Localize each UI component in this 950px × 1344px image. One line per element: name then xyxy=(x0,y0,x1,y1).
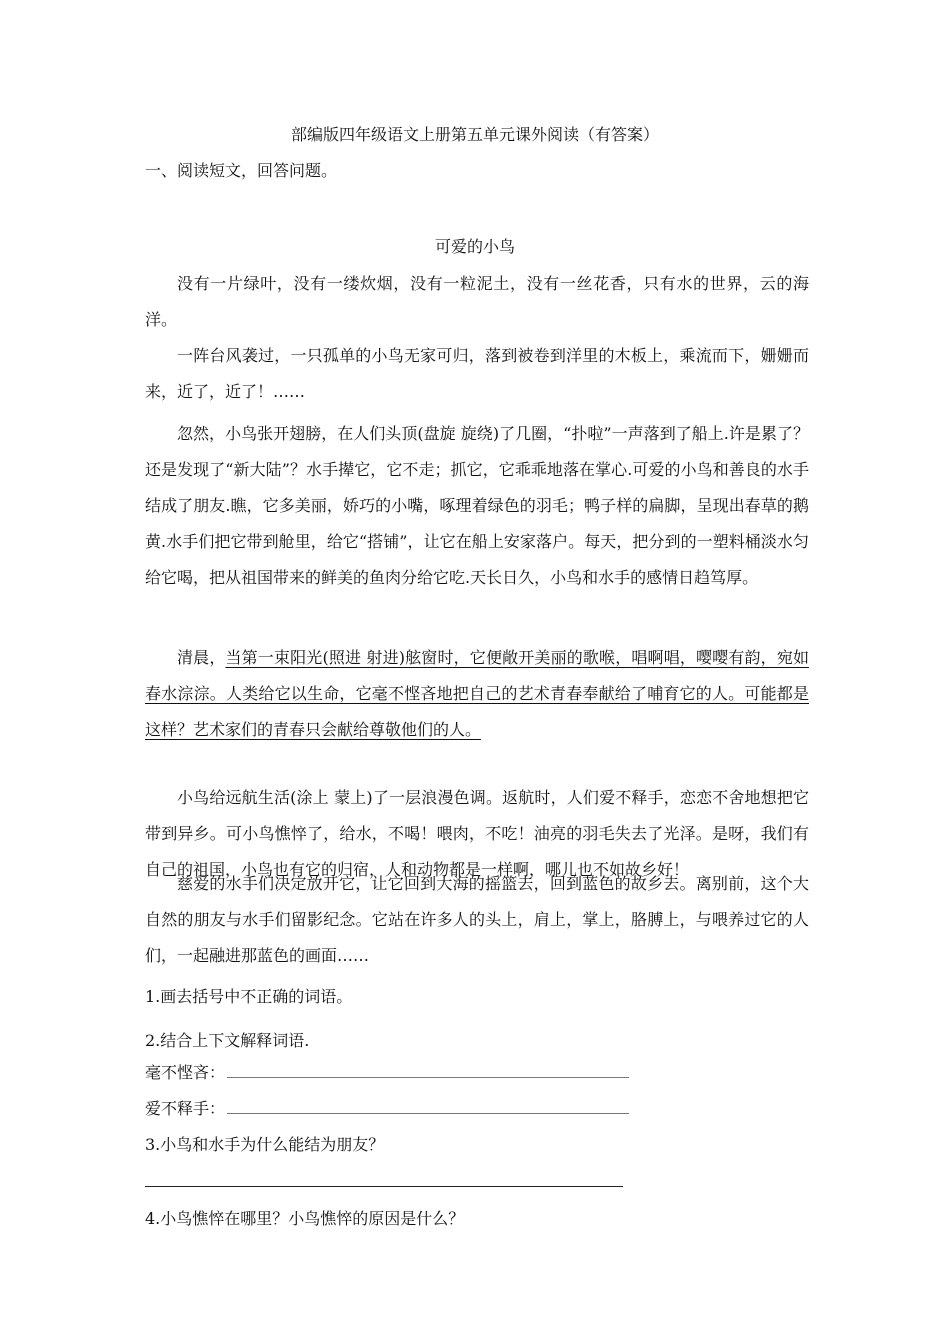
question-2: 2.结合上下文解释词语. xyxy=(145,1031,310,1050)
story-title: 可爱的小鸟 xyxy=(434,237,515,256)
paragraph-5: 小鸟给远航生活(涂上 蒙上)了一层浪漫色调。返航时，人们爱不释手，恋恋不舍地想把它带到异乡。可小鸟憔悴了，给水，不喝！喂肉，不吃！油亮的羽毛失去了光泽。是呀，我们有自己的祖国，小鸟也有它的归宿，人和动物都是一样啊，哪儿也不如故乡好！ xyxy=(145,788,809,879)
section-heading: 一、阅读短文，回答问题。 xyxy=(145,161,338,180)
paragraph-3: 忽然，小鸟张开翅膀，在人们头顶(盘旋 旋绕)了几圈，“扑啦”一声落到了船上.许是累了？还是发现了“新大陆”？水手撵它，它不走；抓它，它乖乖地落在掌心.可爱的小鸟和善良的水手结成了朋友.瞧，它多美丽，娇巧的小嘴，啄理着绿色的羽毛；鸭子样的扁脚，呈现出春草的鹅黄.水手们把它带到舱里，给它“搭铺”，让它在船上安家落户。每天，把分到的一塑料桶淡水匀给它喝，把从祖国带来的鲜美的鱼肉分给它吃.天长日久，小鸟和水手的感情日趋笃厚。 xyxy=(145,424,809,587)
answer-blank-2a[interactable] xyxy=(227,1063,629,1078)
question-2a-label: 毫不悭吝： xyxy=(145,1063,226,1082)
paragraph-1: 没有一片绿叶，没有一缕炊烟，没有一粒泥土，没有一丝花香，只有水的世界，云的海洋。 xyxy=(145,274,809,329)
question-2b xyxy=(145,1098,629,1120)
paragraph-6: 慈爱的水手们决定放开它，让它回到大海的摇篮去，回到蓝色的故乡去。离别前，这个大自然的朋友与水手们留影纪念。它站在许多人的头上，肩上，掌上，胳膊上，与喂养过它的人们，一起融进那蓝色的画面…… xyxy=(145,874,809,965)
paragraph-4-underlined-text: 当第一束阳光(照进 射进)舷窗时，它便敞开美丽的歌喉，唱啊唱，嘤嘤有韵，宛如春水淙淙。人类给它以生命，它毫不悭吝地把自己的艺术青春奉献给了哺育它的人。可能都是这样？艺术家们的青春只会献给尊敬他们的人。 xyxy=(145,648,809,739)
paragraph-4-prefix: 清晨， xyxy=(177,648,226,667)
question-4: 4.小鸟憔悴在哪里？小鸟憔悴的原因是什么？ xyxy=(145,1209,465,1228)
paragraph-4 xyxy=(145,640,809,748)
paragraph-2: 一阵台风袭过，一只孤单的小鸟无家可归，落到被卷到洋里的木板上，乘流而下，姗姗而来，近了，近了！…… xyxy=(145,346,809,401)
answer-line-3[interactable] xyxy=(145,1186,623,1187)
answer-blank-2b[interactable] xyxy=(227,1099,629,1114)
document-title: 部编版四年级语文上册第五单元课外阅读（有答案） xyxy=(290,125,659,144)
question-2a xyxy=(145,1062,629,1084)
question-3: 3.小鸟和水手为什么能结为朋友？ xyxy=(145,1135,385,1154)
question-2b-label: 爱不释手： xyxy=(145,1099,226,1118)
question-1: 1.画去括号中不正确的词语。 xyxy=(145,987,353,1006)
